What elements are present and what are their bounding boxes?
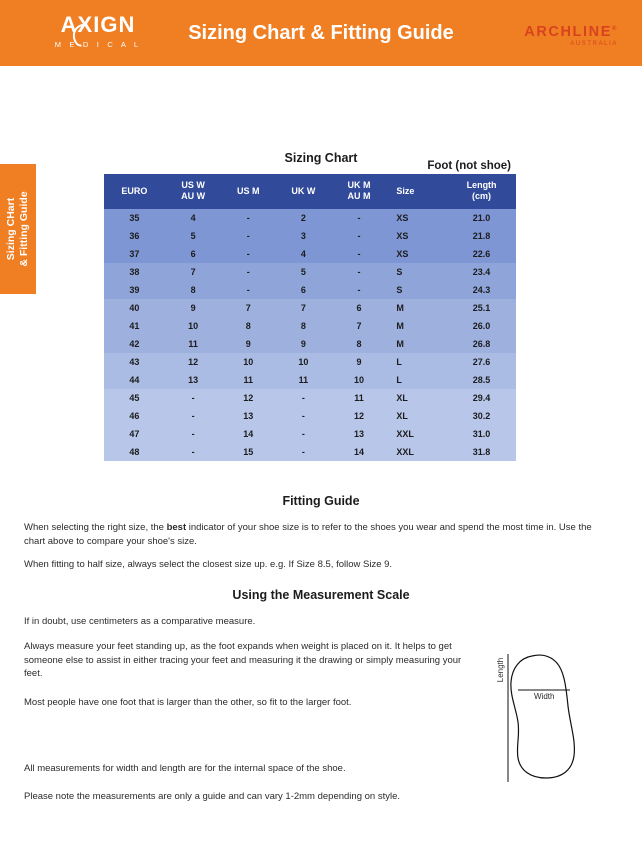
table-row: [104, 335, 516, 353]
cell-uk-w: 3: [275, 227, 332, 245]
cell-us-w: 12: [165, 353, 222, 371]
foot-not-shoe-label: Foot (not shoe): [427, 160, 511, 172]
cell-euro: 38: [104, 263, 165, 281]
cell-uk-w: 8: [275, 317, 332, 335]
measuring-paragraph-5: Please note the measurements are only a guide and can vary 1-2mm depending on style.: [24, 791, 401, 802]
col-uk-w: [275, 174, 332, 209]
col-us-m-label: US M: [236, 185, 260, 196]
length-label: Length: [496, 657, 505, 683]
table-row: [104, 227, 516, 245]
fitting-p1-part-a: When selecting the right size, the: [24, 522, 167, 533]
col-au-m-label: AU M: [347, 191, 371, 201]
foot-outline-svg: [494, 648, 614, 788]
side-tab: [0, 164, 36, 294]
cell-euro: 40: [104, 299, 165, 317]
archline-logo-text: ARCHLINE: [524, 23, 612, 40]
measuring-paragraph-1: If in doubt, use centimeters as a comparative measure.: [24, 616, 256, 627]
cell-uk-w: -: [275, 425, 332, 443]
cell-uk-m: 12: [332, 407, 387, 425]
cell-euro: 44: [104, 371, 165, 389]
cell-euro: 43: [104, 353, 165, 371]
measuring-paragraph-3: Most people have one foot that is larger than the other, so fit to the larger foot.: [24, 697, 352, 708]
cell-uk-m: 6: [332, 299, 387, 317]
col-length: [447, 174, 516, 209]
cell-size: XL: [386, 389, 447, 407]
col-euro-label: EURO: [121, 185, 148, 196]
foot-outline-path: [511, 655, 575, 778]
cell-us-w: 9: [165, 299, 222, 317]
table-row: [104, 263, 516, 281]
col-euro: [104, 174, 165, 209]
page-title: Sizing Chart & Fitting Guide: [188, 22, 454, 44]
cell-euro: 47: [104, 425, 165, 443]
cell-uk-w: 4: [275, 245, 332, 263]
cell-us-m: 8: [221, 317, 275, 335]
col-us-m: [221, 174, 275, 209]
cell-uk-m: -: [332, 263, 387, 281]
cell-length: 28.5: [447, 371, 516, 389]
table-row: [104, 209, 516, 227]
cell-us-m: -: [221, 263, 275, 281]
cell-us-w: -: [165, 443, 222, 461]
cell-length: 22.6: [447, 245, 516, 263]
cell-us-m: -: [221, 209, 275, 227]
cell-us-w: 8: [165, 281, 222, 299]
cell-us-w: -: [165, 389, 222, 407]
col-au-w-label: AU W: [181, 191, 206, 201]
cell-length: 24.3: [447, 281, 516, 299]
cell-size: S: [386, 281, 447, 299]
cell-size: S: [386, 263, 447, 281]
cell-us-m: -: [221, 281, 275, 299]
table-row: [104, 389, 516, 407]
cell-us-w: -: [165, 425, 222, 443]
cell-euro: 37: [104, 245, 165, 263]
col-uk-m-label: UK M: [347, 180, 371, 190]
sizing-chart-table: [104, 174, 516, 461]
cell-uk-w: -: [275, 389, 332, 407]
cell-size: XXL: [386, 425, 447, 443]
cell-length: 21.0: [447, 209, 516, 227]
cell-uk-m: 11: [332, 389, 387, 407]
cell-length: 31.0: [447, 425, 516, 443]
table-row: [104, 371, 516, 389]
measuring-paragraph-2: Always measure your feet standing up, as the foot expands when weight is placed on it. It helps to get someone else to assist in either tracing your feet and measuring it the drawing or simply measuring your feet.: [24, 641, 462, 679]
cell-us-m: 13: [221, 407, 275, 425]
col-length-label: Length: [466, 180, 497, 190]
cell-length: 27.6: [447, 353, 516, 371]
cell-uk-w: 9: [275, 335, 332, 353]
side-tab-label: [0, 164, 36, 294]
cell-euro: 46: [104, 407, 165, 425]
cell-uk-m: -: [332, 209, 387, 227]
cell-uk-m: 9: [332, 353, 387, 371]
cell-size: XS: [386, 245, 447, 263]
side-tab-line2: & Fitting Guide: [18, 191, 30, 267]
cell-size: XL: [386, 407, 447, 425]
cell-uk-m: 13: [332, 425, 387, 443]
cell-us-w: 13: [165, 371, 222, 389]
cell-length: 21.8: [447, 227, 516, 245]
cell-euro: 35: [104, 209, 165, 227]
archline-logo: [524, 22, 618, 47]
cell-euro: 48: [104, 443, 165, 461]
cell-us-m: -: [221, 245, 275, 263]
cell-us-m: 15: [221, 443, 275, 461]
cell-uk-m: 14: [332, 443, 387, 461]
fitting-guide-heading: Fitting Guide: [282, 494, 360, 508]
measuring-paragraph-4: All measurements for width and length are for the internal space of the shoe.: [24, 763, 346, 774]
cell-uk-w: -: [275, 407, 332, 425]
cell-uk-m: 8: [332, 335, 387, 353]
side-tab-line1: Sizing CHart: [5, 197, 17, 261]
cell-us-w: 11: [165, 335, 222, 353]
fitting-p1-bold: best: [166, 522, 187, 533]
cell-us-w: 5: [165, 227, 222, 245]
page-header: [0, 0, 642, 66]
table-row: [104, 299, 516, 317]
cell-size: XXL: [386, 443, 447, 461]
cell-size: L: [386, 371, 447, 389]
cell-uk-m: 7: [332, 317, 387, 335]
col-us-w: [165, 174, 222, 209]
cell-us-m: 9: [221, 335, 275, 353]
table-header-row: [104, 174, 516, 209]
table-row: [104, 425, 516, 443]
cell-uk-m: -: [332, 281, 387, 299]
cell-uk-w: 2: [275, 209, 332, 227]
axign-logo-brand: AXIGN: [60, 12, 136, 37]
cell-us-w: 6: [165, 245, 222, 263]
cell-length: 26.8: [447, 335, 516, 353]
cell-size: XS: [386, 227, 447, 245]
cell-euro: 39: [104, 281, 165, 299]
cell-us-m: 12: [221, 389, 275, 407]
cell-us-m: 7: [221, 299, 275, 317]
cell-uk-w: 10: [275, 353, 332, 371]
cell-size: M: [386, 335, 447, 353]
cell-us-m: 11: [221, 371, 275, 389]
cell-euro: 36: [104, 227, 165, 245]
col-size: [386, 174, 447, 209]
cell-uk-w: 6: [275, 281, 332, 299]
width-label: Width: [534, 692, 555, 701]
fitting-paragraph-1: [24, 521, 594, 548]
cell-uk-m: -: [332, 245, 387, 263]
archline-logo-name: [524, 22, 618, 40]
cell-size: L: [386, 353, 447, 371]
cell-uk-m: 10: [332, 371, 387, 389]
col-uk-m: [332, 174, 387, 209]
cell-euro: 45: [104, 389, 165, 407]
cell-uk-w: 11: [275, 371, 332, 389]
foot-outline-diagram: [494, 648, 614, 788]
cell-length: 30.2: [447, 407, 516, 425]
cell-uk-w: 5: [275, 263, 332, 281]
cell-uk-m: -: [332, 227, 387, 245]
cell-size: M: [386, 317, 447, 335]
cell-length: 26.0: [447, 317, 516, 335]
col-uk-w-label: UK W: [291, 185, 316, 196]
fitting-p1-part-b: indicator of your shoe size is to refer to the shoes you wear and spend the most time in. Use the chart above to compare your shoe's size.: [24, 522, 592, 547]
cell-length: 29.4: [447, 389, 516, 407]
fitting-paragraph-2: When fitting to half size, always select the closest size up. e.g. If Size 8.5, follow Size 9.: [24, 559, 393, 570]
table-row: [104, 245, 516, 263]
cell-us-m: 10: [221, 353, 275, 371]
cell-length: 23.4: [447, 263, 516, 281]
col-length-unit-label: (cm): [472, 191, 492, 201]
cell-euro: 42: [104, 335, 165, 353]
cell-us-w: -: [165, 407, 222, 425]
cell-size: XS: [386, 209, 447, 227]
measurement-scale-heading: Using the Measurement Scale: [232, 588, 410, 602]
cell-us-w: 7: [165, 263, 222, 281]
archline-logo-sub: AUSTRALIA: [570, 40, 618, 47]
axign-logo-sub: M E D I C A L: [54, 40, 142, 49]
cell-us-m: 14: [221, 425, 275, 443]
cell-uk-w: 7: [275, 299, 332, 317]
cell-length: 31.8: [447, 443, 516, 461]
cell-us-w: 4: [165, 209, 222, 227]
cell-us-m: -: [221, 227, 275, 245]
table-row: [104, 443, 516, 461]
cell-size: M: [386, 299, 447, 317]
sizing-chart-title: Sizing Chart: [284, 151, 358, 165]
table-row: [104, 281, 516, 299]
table-row: [104, 353, 516, 371]
col-us-w-label: US W: [181, 180, 205, 190]
cell-length: 25.1: [447, 299, 516, 317]
table-row: [104, 317, 516, 335]
cell-us-w: 10: [165, 317, 222, 335]
table-row: [104, 407, 516, 425]
cell-euro: 41: [104, 317, 165, 335]
registered-trademark-icon: ®: [611, 26, 618, 32]
col-size-label: Size: [396, 185, 415, 196]
cell-uk-w: -: [275, 443, 332, 461]
